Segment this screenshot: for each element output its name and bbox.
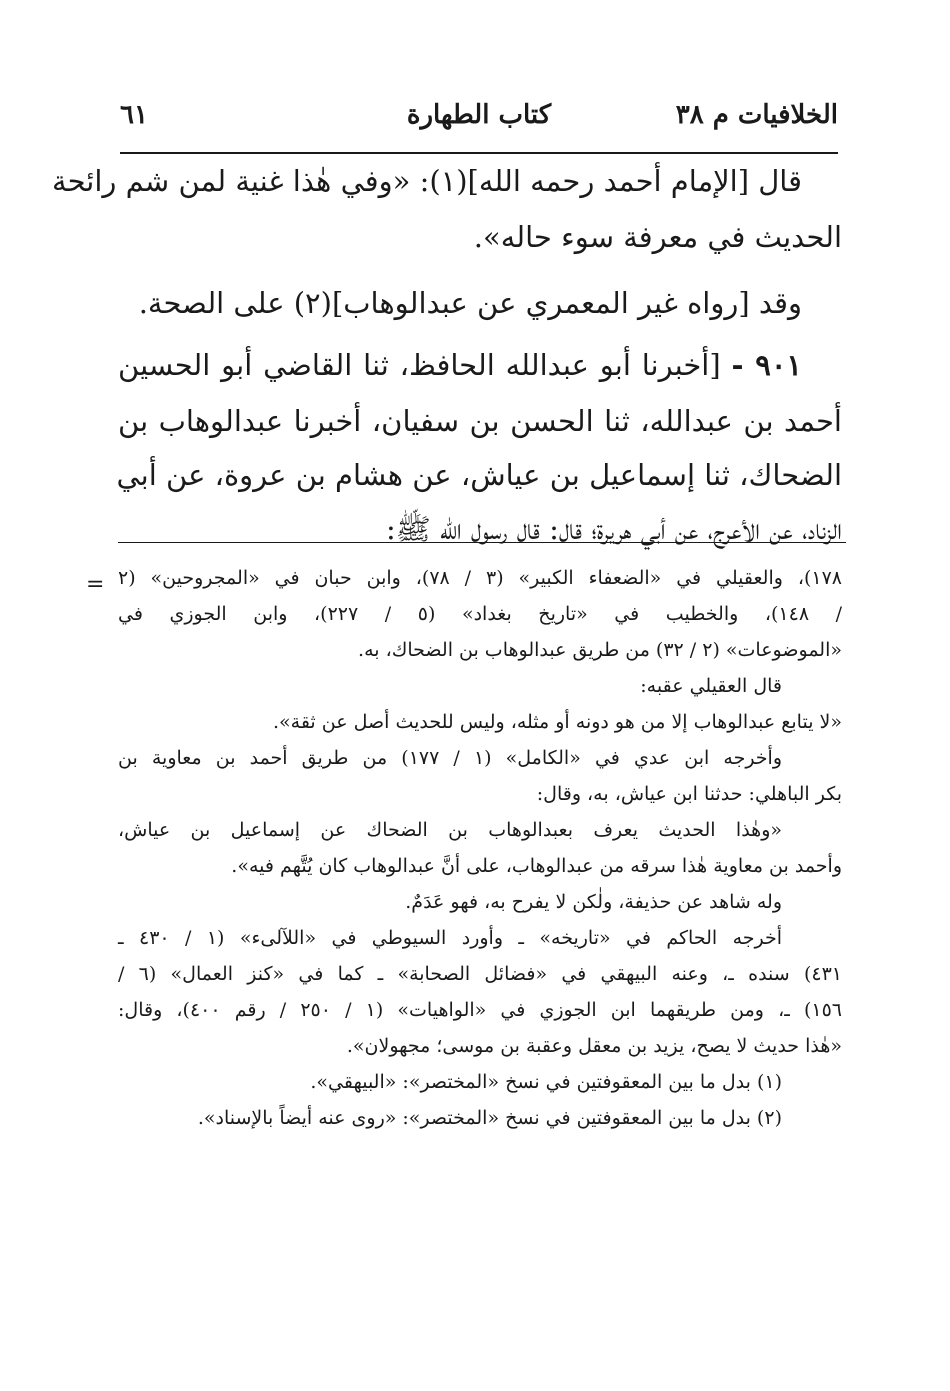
footnote-line: «هٰذا حديث لا يصح، يزيد بن معقل وعقبة بن موسى؛ مجهولان». [346, 1035, 842, 1057]
footnote-line: «الموضوعات» (٢ / ٣٢) من طريق عبدالوهاب بن الضحاك، به. [358, 639, 842, 661]
footnotes [118, 566, 842, 1142]
main-line: أحمد بن عبدالله، ثنا الحسن بن سفيان، أخبرنا عبدالوهاب بن [118, 404, 842, 438]
page-number: ٦١ [120, 100, 148, 130]
footnote-line: قال العقيلي عقبه: [640, 675, 782, 697]
footnote-line: «وهٰذا الحديث يعرف بعبدالوهاب بن الضحاك عن إسماعيل بن عياش، [118, 819, 782, 841]
hadith-number: ٩٠١ - [731, 348, 803, 382]
header-volume-label: الخلافيات م ٣٨ [675, 100, 838, 130]
main-line-text: [أخبرنا أبو عبدالله الحافظ، ثنا القاضي أبو الحسين [118, 348, 721, 382]
footnote-line: ٤٣١) سنده ـ، وعنه البيهقي في «فضائل الصحابة» ـ كما في «كنز العمال» (٦ / [118, 963, 843, 985]
main-text [52, 164, 842, 566]
header-chapter-title: كتاب الطهارة [406, 100, 552, 130]
main-line: قال [الإمام أحمد رحمه الله](١): «وفي هٰذا غنية لمن شم رائحة [52, 164, 802, 198]
main-line: الضحاك، ثنا إسماعيل بن عياش، عن هشام بن عروة، عن أبي [116, 458, 842, 492]
main-line: وقد [رواه غير المعمري عن عبدالوهاب](٢) على الصحة. [138, 286, 802, 320]
footnote-line: ١٧٨)، والعقيلي في «الضعفاء الكبير» (٣ / ٧٨)، وابن حبان في «المجروحين» (٢ [118, 567, 843, 589]
footnote-divider [118, 542, 846, 543]
main-line: الزناد، عن الأعرج، عن أبي هريرة؛ قال: قال رسول الله ﷺ: [385, 512, 842, 546]
footnote-line: وأخرجه ابن عدي في «الكامل» (١ / ١٧٧) من طريق أحمد بن معاوية بن [118, 747, 783, 769]
continuation-mark: = [86, 572, 105, 597]
footnote-line: / ١٤٨)، والخطيب في «تاريخ بغداد» (٥ / ٢٢٧)، وابن الجوزي في [118, 603, 843, 625]
footnote-line: وله شاهد عن حذيفة، ولٰكن لا يفرح به، فهو عَدَمٌ. [405, 891, 782, 913]
page-header [120, 100, 838, 140]
footnote-line: بكر الباهلي: حدثنا ابن عياش، به، وقال: [536, 783, 842, 805]
hadith-opening-line [118, 348, 842, 404]
footnote-line: أخرجه الحاكم في «تاريخه» ـ وأورد السيوطي في «اللآلىء» (١ / ٤٣٠ ـ [118, 927, 783, 949]
footnote-line: وأحمد بن معاوية هٰذا سرقه من عبدالوهاب، على أنَّ عبدالوهاب كان يُتَّهم فيه». [231, 855, 842, 877]
footnote-line: «لا يتابع عبدالوهاب إلا من هو دونه أو مثله، وليس للحديث أصل عن ثقة». [272, 711, 842, 733]
header-divider [120, 152, 838, 154]
footnote-line: ١٥٦) ـ، ومن طريقهما ابن الجوزي في «الواهيات» (١ / ٢٥٠ / رقم ٤٠٠)، وقال: [118, 999, 842, 1021]
footnote-1: (١) بدل ما بين المعقوفتين في نسخ «المختصر»: «البيهقي». [310, 1071, 782, 1093]
footnote-2: (٢) بدل ما بين المعقوفتين في نسخ «المختصر»: «روى عنه أيضاً بالإسناد». [197, 1107, 782, 1129]
main-line: الحديث في معرفة سوء حاله». [473, 220, 842, 254]
